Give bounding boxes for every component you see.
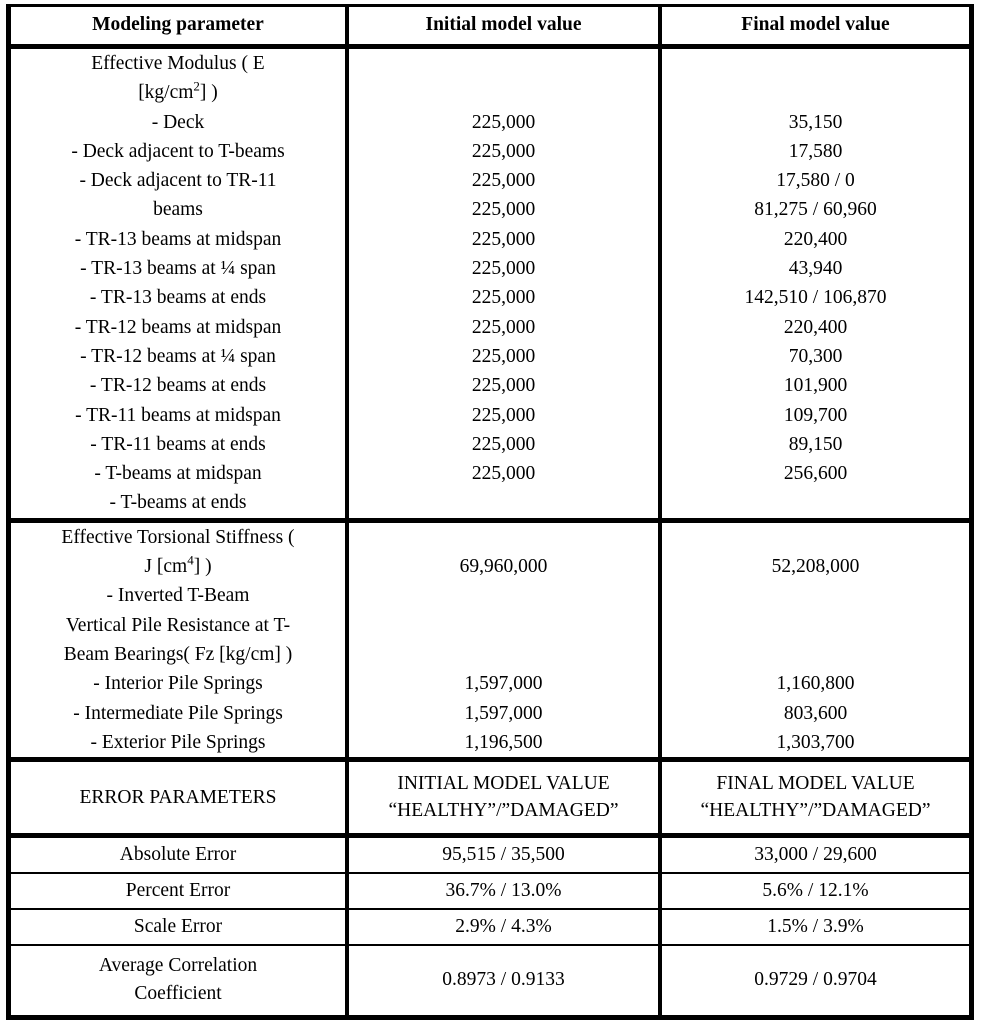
value-initial: 2.9% / 4.3% [345, 910, 658, 944]
row-label: - Deck adjacent to T-beams [71, 140, 285, 162]
value-initial: 225,000 [471, 111, 536, 133]
torsion-title-line1: Effective Torsional Stiffness ( [61, 526, 295, 548]
value-final: 17,580 [788, 140, 843, 162]
row-label: - T-beams at midspan [94, 463, 262, 485]
error-parameters-label-text: ERROR PARAMETERS [79, 786, 277, 808]
spacer-line [662, 78, 969, 107]
value-initial: 225,000 [471, 375, 536, 397]
value-final: 1.5% / 3.9% [658, 910, 969, 944]
value-final: 256,600 [783, 463, 848, 485]
torsion-pile-parameter-list [11, 523, 345, 757]
value-initial: 225,000 [471, 316, 536, 338]
row-label: - TR-13 beams at midspan [74, 228, 282, 250]
row-label: Percent Error [125, 880, 231, 902]
row-label: - TR-11 beams at midspan [75, 404, 281, 426]
row-label: beams [153, 199, 203, 221]
error-parameters-header-row [11, 762, 969, 838]
value-initial: 225,000 [471, 170, 536, 192]
error-initial-header-line1: INITIAL MODEL VALUE [397, 773, 610, 795]
row-label: - TR-13 beams at ¼ span [80, 258, 276, 280]
spacer-line [662, 611, 969, 640]
value-final: 220,400 [783, 316, 848, 338]
row-label: - TR-13 beams at ends [89, 287, 267, 309]
error-initial-header [345, 762, 658, 833]
effective-modulus-title-line1: Effective Modulus ( E [91, 53, 265, 74]
table-row [11, 874, 969, 910]
value-final: 81,275 / 60,960 [754, 199, 877, 221]
value-final: 109,700 [783, 404, 848, 426]
value-final: 101,900 [783, 375, 848, 397]
effective-modulus-initial-values [345, 49, 658, 518]
value-final: 89,150 [788, 433, 843, 455]
value-initial: 69,960,000 [459, 556, 548, 578]
table-row [11, 838, 969, 874]
modulus-unit-prefix: [kg/cm [138, 82, 194, 104]
row-label-line2: Coefficient [134, 983, 222, 1005]
effective-modulus-title-line2 [11, 78, 345, 107]
row-label: - Exterior Pile Springs [90, 731, 266, 753]
torsion-pile-initial-values [345, 523, 658, 757]
header-cell-modeling-parameter: Modeling parameter [92, 14, 264, 35]
row-label: - Inverted T-Beam [106, 585, 250, 607]
spacer-line [662, 640, 969, 669]
table-header-row [11, 7, 969, 49]
spacer-line [349, 488, 658, 517]
spacer-line [662, 581, 969, 610]
value-initial: 95,515 / 35,500 [345, 838, 658, 872]
section-effective-modulus [11, 49, 969, 523]
spacer-line [662, 49, 969, 78]
value-final: 220,400 [783, 228, 848, 250]
torsion-unit-exponent: 4 [187, 552, 194, 568]
row-label: - Intermediate Pile Springs [73, 702, 283, 724]
value-initial: 225,000 [471, 404, 536, 426]
value-initial: 1,597,000 [464, 673, 543, 695]
spacer-line [349, 49, 658, 78]
value-initial [345, 946, 658, 1015]
value-final: 35,150 [788, 111, 843, 133]
value-initial: 225,000 [471, 345, 536, 367]
row-label [11, 946, 345, 1015]
effective-modulus-parameter-list [11, 49, 345, 518]
row-label: - Deck [151, 111, 205, 133]
row-label: - TR-11 beams at ends [90, 433, 266, 455]
row-label: Absolute Error [119, 844, 237, 866]
value-final: 1,303,700 [776, 731, 855, 753]
row-label: - TR-12 beams at ¼ span [80, 345, 276, 367]
header-cell-final-model-value: Final model value [658, 7, 969, 44]
row-label-line1: Average Correlation [98, 955, 258, 977]
error-final-header [658, 762, 969, 833]
spacer-line [349, 78, 658, 107]
row-label: - T-beams at ends [109, 492, 247, 514]
value-final: 52,208,000 [771, 556, 860, 578]
value-initial: 225,000 [471, 258, 536, 280]
value-final: 43,940 [788, 258, 843, 280]
value-final: 1,160,800 [776, 673, 855, 695]
value-initial: 1,196,500 [464, 731, 543, 753]
header-cell-initial-model-value: Initial model value [345, 7, 658, 44]
value-initial: 36.7% / 13.0% [345, 874, 658, 908]
spacer-line [349, 640, 658, 669]
torsion-pile-final-values [658, 523, 969, 757]
modulus-unit-exponent: 2 [193, 78, 200, 94]
value-initial: 225,000 [471, 433, 536, 455]
row-label: - Interior Pile Springs [93, 673, 263, 695]
value-final-text: 0.9729 / 0.9704 [754, 969, 877, 991]
modeling-parameter-table [6, 4, 974, 1020]
spacer-line [662, 488, 969, 517]
torsion-title-line2 [11, 552, 345, 581]
effective-modulus-final-values [658, 49, 969, 518]
spacer-line [349, 581, 658, 610]
value-initial: 225,000 [471, 463, 536, 485]
pile-title-line1: Vertical Pile Resistance at T- [65, 614, 291, 636]
error-parameters-label [11, 762, 345, 833]
torsion-unit-prefix: J [cm [144, 556, 188, 578]
value-final: 142,510 / 106,870 [744, 287, 887, 309]
row-label: - Deck adjacent to TR-11 [79, 170, 277, 192]
error-initial-header-line2: “HEALTHY”/”DAMAGED” [388, 800, 619, 822]
value-final: 17,580 / 0 [776, 170, 855, 192]
table-row [11, 910, 969, 946]
value-initial: 225,000 [471, 199, 536, 221]
value-initial: 225,000 [471, 287, 536, 309]
spacer-line [349, 611, 658, 640]
error-final-header-line2: “HEALTHY”/”DAMAGED” [700, 800, 931, 822]
value-final: 803,600 [783, 702, 848, 724]
row-label: - TR-12 beams at ends [89, 375, 267, 397]
value-initial-text: 0.8973 / 0.9133 [442, 969, 565, 991]
pile-title-line2: Beam Bearings( Fz [kg/cm] ) [63, 643, 293, 665]
error-final-header-line1: FINAL MODEL VALUE [716, 773, 915, 795]
section-torsion-and-pile [11, 523, 969, 762]
spacer-line [662, 523, 969, 552]
value-final: 33,000 / 29,600 [658, 838, 969, 872]
value-initial: 225,000 [471, 228, 536, 250]
torsion-unit-suffix: ] ) [193, 556, 212, 578]
table-row [11, 946, 969, 1015]
value-initial: 225,000 [471, 140, 536, 162]
row-label: - TR-12 beams at midspan [74, 316, 282, 338]
value-final [658, 946, 969, 1015]
spacer-line [349, 523, 658, 552]
value-final: 5.6% / 12.1% [658, 874, 969, 908]
modulus-unit-suffix: ] ) [199, 82, 218, 104]
value-final: 70,300 [788, 345, 843, 367]
row-label: Scale Error [133, 916, 223, 938]
value-initial: 1,597,000 [464, 702, 543, 724]
